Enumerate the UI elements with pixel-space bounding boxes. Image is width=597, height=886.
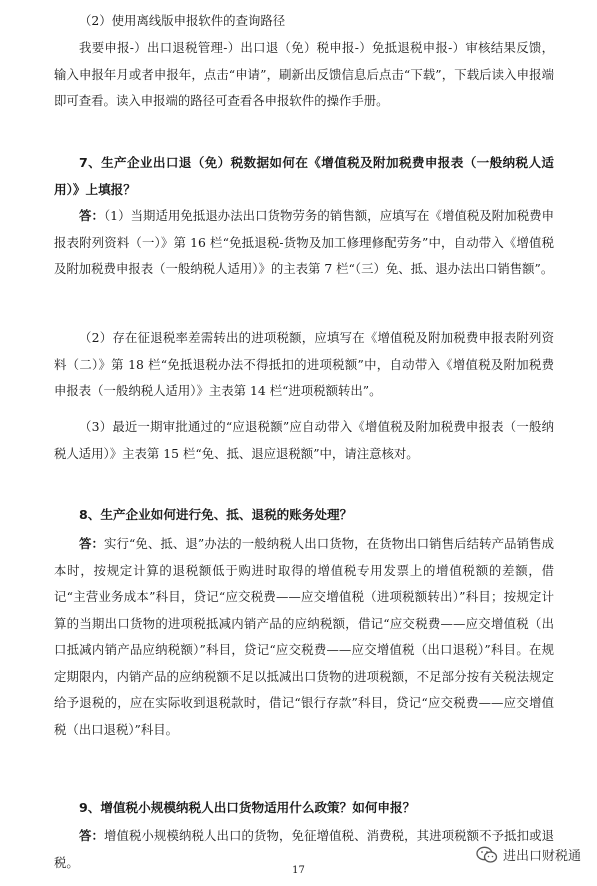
question-7-heading: 7、生产企业出口退（免）税数据如何在《增值税及附加税费申报表（一般纳税人适用）》上填报？ [54, 155, 554, 197]
answer-lead: 答： [79, 536, 104, 551]
answer-lead: 答： [79, 208, 104, 223]
answer-8: 答：实行“免、抵、退”办法的一般纳税人出口货物，在货物出口销售后结转产品销售成本时，按规定计算的退税额低于购进时取得的增值税专用发票上的增值税额的差额，借记“主营业务成本”科目，贷记“应交税费——应交增值税（进项税额转出）”科目；按规定计算的当期出口货物的进项税抵减内销产品的应纳税额，借记“应交税费——应交增值税（出口抵减内销产品应纳税额）”科目，贷记“应交税费——应交增值税（出口退税）”科目。在规定期限内，内销产品的应纳税额不足以抵减出口货物的进项税额，不足部分按有关税法规定给予退税的，应在实际收到退税款时，借记“银行存款”科目，贷记“应交税费——应交增值税（出口退税）”科目。 [54, 536, 555, 737]
question-8-heading: 8、生产企业如何进行免、抵、退税的账务处理？ [79, 507, 353, 522]
paragraph-query-path-body: 我要申报-）出口退税管理-）出口退（免）税申报-）免抵退税申报-）审核结果反馈，输入申报年月或者申报年，点击“申请”，刷新出反馈信息后点击“下载”，下载后读入申报端即可查看。读入申报端的路径可查看各申报软件的操作手册。 [54, 40, 554, 108]
answer-7-part-1: 答：（1）当期适用免抵退办法出口货物劳务的销售额，应填写在《增值税及附加税费申报表附列资料（一）》第 16 栏“免抵退税-货物及加工修理修配劳务”中，自动带入《增值税及附加税费申报表（一般纳税人适用）》的主表第 7 栏“（三）免、抵、退办法出口销售额”。 [54, 208, 555, 276]
watermark-text: 进出口财税通 [502, 849, 581, 864]
answer-7-part-3: （3）最近一期审批通过的“应退税额”应自动带入《增值税及附加税费申报表（一般纳税人适用）》主表第 15 栏“免、抵、退应退税额”中，请注意核对。 [54, 419, 554, 461]
answer-7-part-2: （2）存在征退税率差需转出的进项税额，应填写在《增值税及附加税费申报表附列资料（二）》第 18 栏“免抵退税办法不得抵扣的进项税额”中，自动带入《增值税及附加税费申报表（一般纳税人适用）》主表第 14 栏“进项税额转出”。 [54, 330, 554, 398]
answer-9: 答：增值税小规模纳税人出口的货物，免征增值税、消费税，其进项税额不予抵扣或退税。 [54, 828, 555, 870]
watermark [476, 845, 581, 864]
answer-lead: 答： [79, 828, 105, 843]
question-9-heading: 9、增值税小规模纳税人出口货物适用什么政策？如何申报？ [79, 800, 416, 815]
wechat-icon [476, 846, 498, 864]
paragraph-query-path-title: （2）使用离线版申报软件的查询路径 [79, 13, 286, 28]
page-number: 17 [292, 865, 305, 876]
